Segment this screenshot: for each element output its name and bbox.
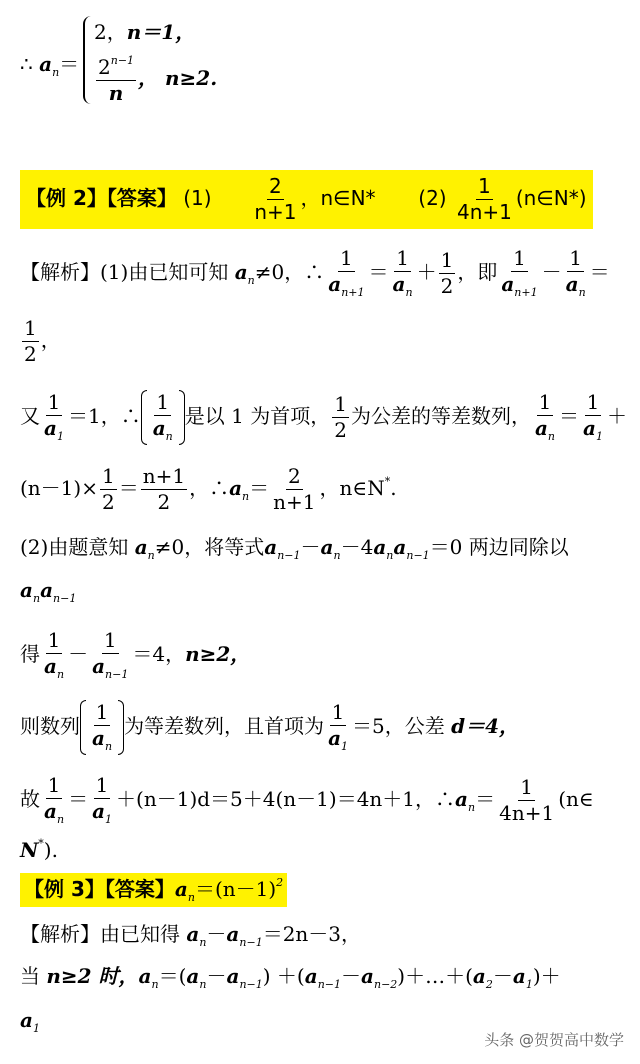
solution-2-part-2-line-6: N*). <box>20 837 58 862</box>
example-2-label: 【例 2】【答案】 <box>26 186 177 210</box>
watermark: 头条 @贺贺高中数学 <box>484 1031 624 1049</box>
fraction-2-pow: $\frac{2^{n-1}}{n}$ <box>98 54 135 105</box>
answer-fraction-1: $\frac{2}{n+1}$ <box>254 174 297 224</box>
piecewise-brace <box>83 16 93 104</box>
solution-3-line-2: 当 n≥2 时，$a_n=(a_n-a_{n-1})$ $+(a_{n-1}-a_{n-2})+\dots+(a_2-a_1)+$ <box>20 964 561 991</box>
solution-2-line-3: 又 $\frac{1}{a_1}$ ＝1，∴ $\frac{1}{a_n}$ 是以 1 为首项， $\frac{1}{2}$ 为公差的等差数列， $\frac{1}{a_n}$ ＝ $\frac{1}{a_1}$ ＋ <box>20 390 627 444</box>
solution-3-line-3: $a_1$ <box>20 1008 40 1035</box>
example-3-label: 【例 3】【答案】 <box>24 877 175 901</box>
solution-2-part-2-line-3: 得 $\frac{1}{a_n}$ － $\frac{1}{a_{n-1}}$ ＝4，n≥2， <box>20 628 251 681</box>
case-2: $\frac{2^{n-1}}{n}$ ， n≥2. <box>98 54 218 105</box>
example-3-answer: 【例 3】【答案】$a_n=(n-1)^2$ <box>20 873 287 907</box>
solution-2-part-2-line-1: (2)由题意知 $a_n\ne 0$，将等式$a_{n-1}-a_n-4a_na_{n-1}=0$ 两边同除以 <box>20 535 569 562</box>
solution-2-part-2-line-4: 则数列 $\frac{1}{a_n}$ 为等差数列，且首项为 $\frac{1}{a_1}$ ＝5，公差 d＝4， <box>20 700 520 754</box>
case-1: 2，n＝1， <box>94 20 196 44</box>
solution-2-line-1: 【解析】(1)由已知可知 $a_n\ne 0$，∴ $\frac{1}{a_{n+1}}$ ＝ $\frac{1}{a_n}$ ＋ $\frac{1}{2}$ ，即 $\frac{1}{a_{n+1}}$ － $\frac{1}{a_n}$ ＝ <box>20 246 610 299</box>
piecewise-definition: ∴ $a_n=$ <box>20 52 80 79</box>
example-2-answer: 【例 2】【答案】 (1) $\frac{2}{n+1}$ ，n∈N* (2) $\frac{1}{4n+1}$ (n∈N*) <box>20 170 593 229</box>
therefore-symbol: ∴ <box>20 52 33 76</box>
solution-2-line-4: (n－1)× $\frac{1}{2}$ ＝ $\frac{n+1}{2}$ ，$\therefore a_n=$ $\frac{2}{n+1}$ ，n∈N*. <box>20 464 397 514</box>
solution-2-part-2-line-2: $a_na_{n-1}$ <box>20 578 77 605</box>
solution-3-line-1: 【解析】由已知得 $a_n-a_{n-1}=2n-3$， <box>20 922 362 949</box>
solution-2-line-2: $\frac{1}{2}$ ， <box>24 316 61 366</box>
solution-2-part-2-line-5: 故 $\frac{1}{a_n}$ ＝ $\frac{1}{a_1}$ ＋(n－1)d＝5＋4(n－1)＝4n＋1，$\therefore a_n=$ $\frac{1}{4n+1}$ (n∈ <box>20 773 594 826</box>
a-symbol: a <box>39 52 53 76</box>
answer-fraction-2: $\frac{1}{4n+1}$ <box>456 174 512 224</box>
